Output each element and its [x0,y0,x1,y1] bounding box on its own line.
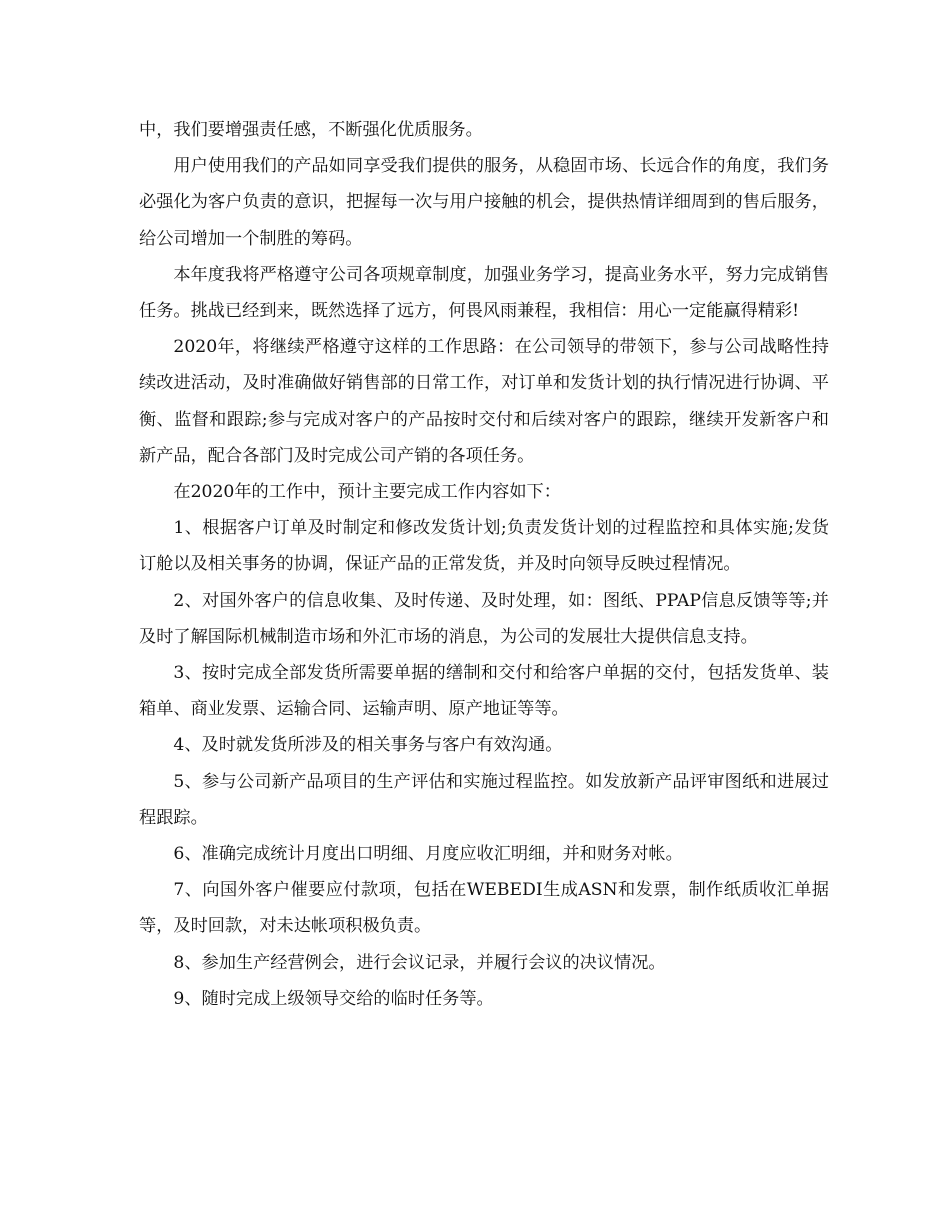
list-item-8: 8、参加生产经营例会，进行会议记录，并履行会议的决议情况。 [173,952,666,973]
list-item-9: 9、随时完成上级领导交给的临时任务等。 [173,988,494,1009]
list-item-7: 7、向国外客户催要应付款项，包括在WEBEDI生成ASN和发票，制作纸质收汇单据等，及时回款，对未达帐项积极负责。 [139,880,829,937]
list-item-2: 2、对国外客户的信息收集、及时传递、及时处理，如：图纸、PPAP信息反馈等等;并及时了解国际机械制造市场和外汇市场的消息，为公司的发展壮大提供信息支持。 [139,590,829,647]
list-item-3: 3、按时完成全部发货所需要单据的缮制和交付和给客户单据的交付，包括发货单、装箱单、商业发票、运输合同、运输声明、原产地证等等。 [139,663,829,720]
paragraph-continuation: 中，我们要增强责任感，不断强化优质服务。 [139,120,483,140]
paragraph-commitment: 本年度我将严格遵守公司各项规章制度，加强业务学习，提高业务水平，努力完成销售任务。挑战已经到来，既然选择了远方，何畏风雨兼程，我相信：用心一定能赢得精彩! [139,264,829,322]
document-body [139,112,829,1017]
list-item-4: 4、及时就发货所涉及的相关事务与客户有效沟通。 [173,735,563,756]
list-item-6: 6、准确完成统计月度出口明细、月度应收汇明细，并和财务对帐。 [173,844,683,865]
paragraph-plan-intro: 在2020年的工作中，预计主要完成工作内容如下： [173,482,561,503]
paragraph-service: 用户使用我们的产品如同享受我们提供的服务，从稳固市场、长远合作的角度，我们务必强化为客户负责的意识，把握每一次与用户接触的机会，提供热情详细周到的售后服务，给公司增加一个制胜的筹码。 [139,156,829,249]
list-item-1: 1、根据客户订单及时制定和修改发货计划;负责发货计划的过程监控和具体实施;发货订舱以及相关事务的协调，保证产品的正常发货，并及时向领导反映过程情况。 [139,518,829,575]
list-item-5: 5、参与公司新产品项目的生产评估和实施过程监控。如发放新产品评审图纸和进展过程跟踪。 [139,771,829,828]
paragraph-work-approach: 2020年，将继续严格遵守这样的工作思路：在公司领导的带领下，参与公司战略性持续改进活动，及时准确做好销售部的日常工作，对订单和发货计划的执行情况进行协调、平衡、监督和跟踪;参与完成对客户的产品按时交付和后续对客户的跟踪，继续开发新客户和新产品，配合各部门及时完成公司产销的各项任务。 [139,337,829,466]
